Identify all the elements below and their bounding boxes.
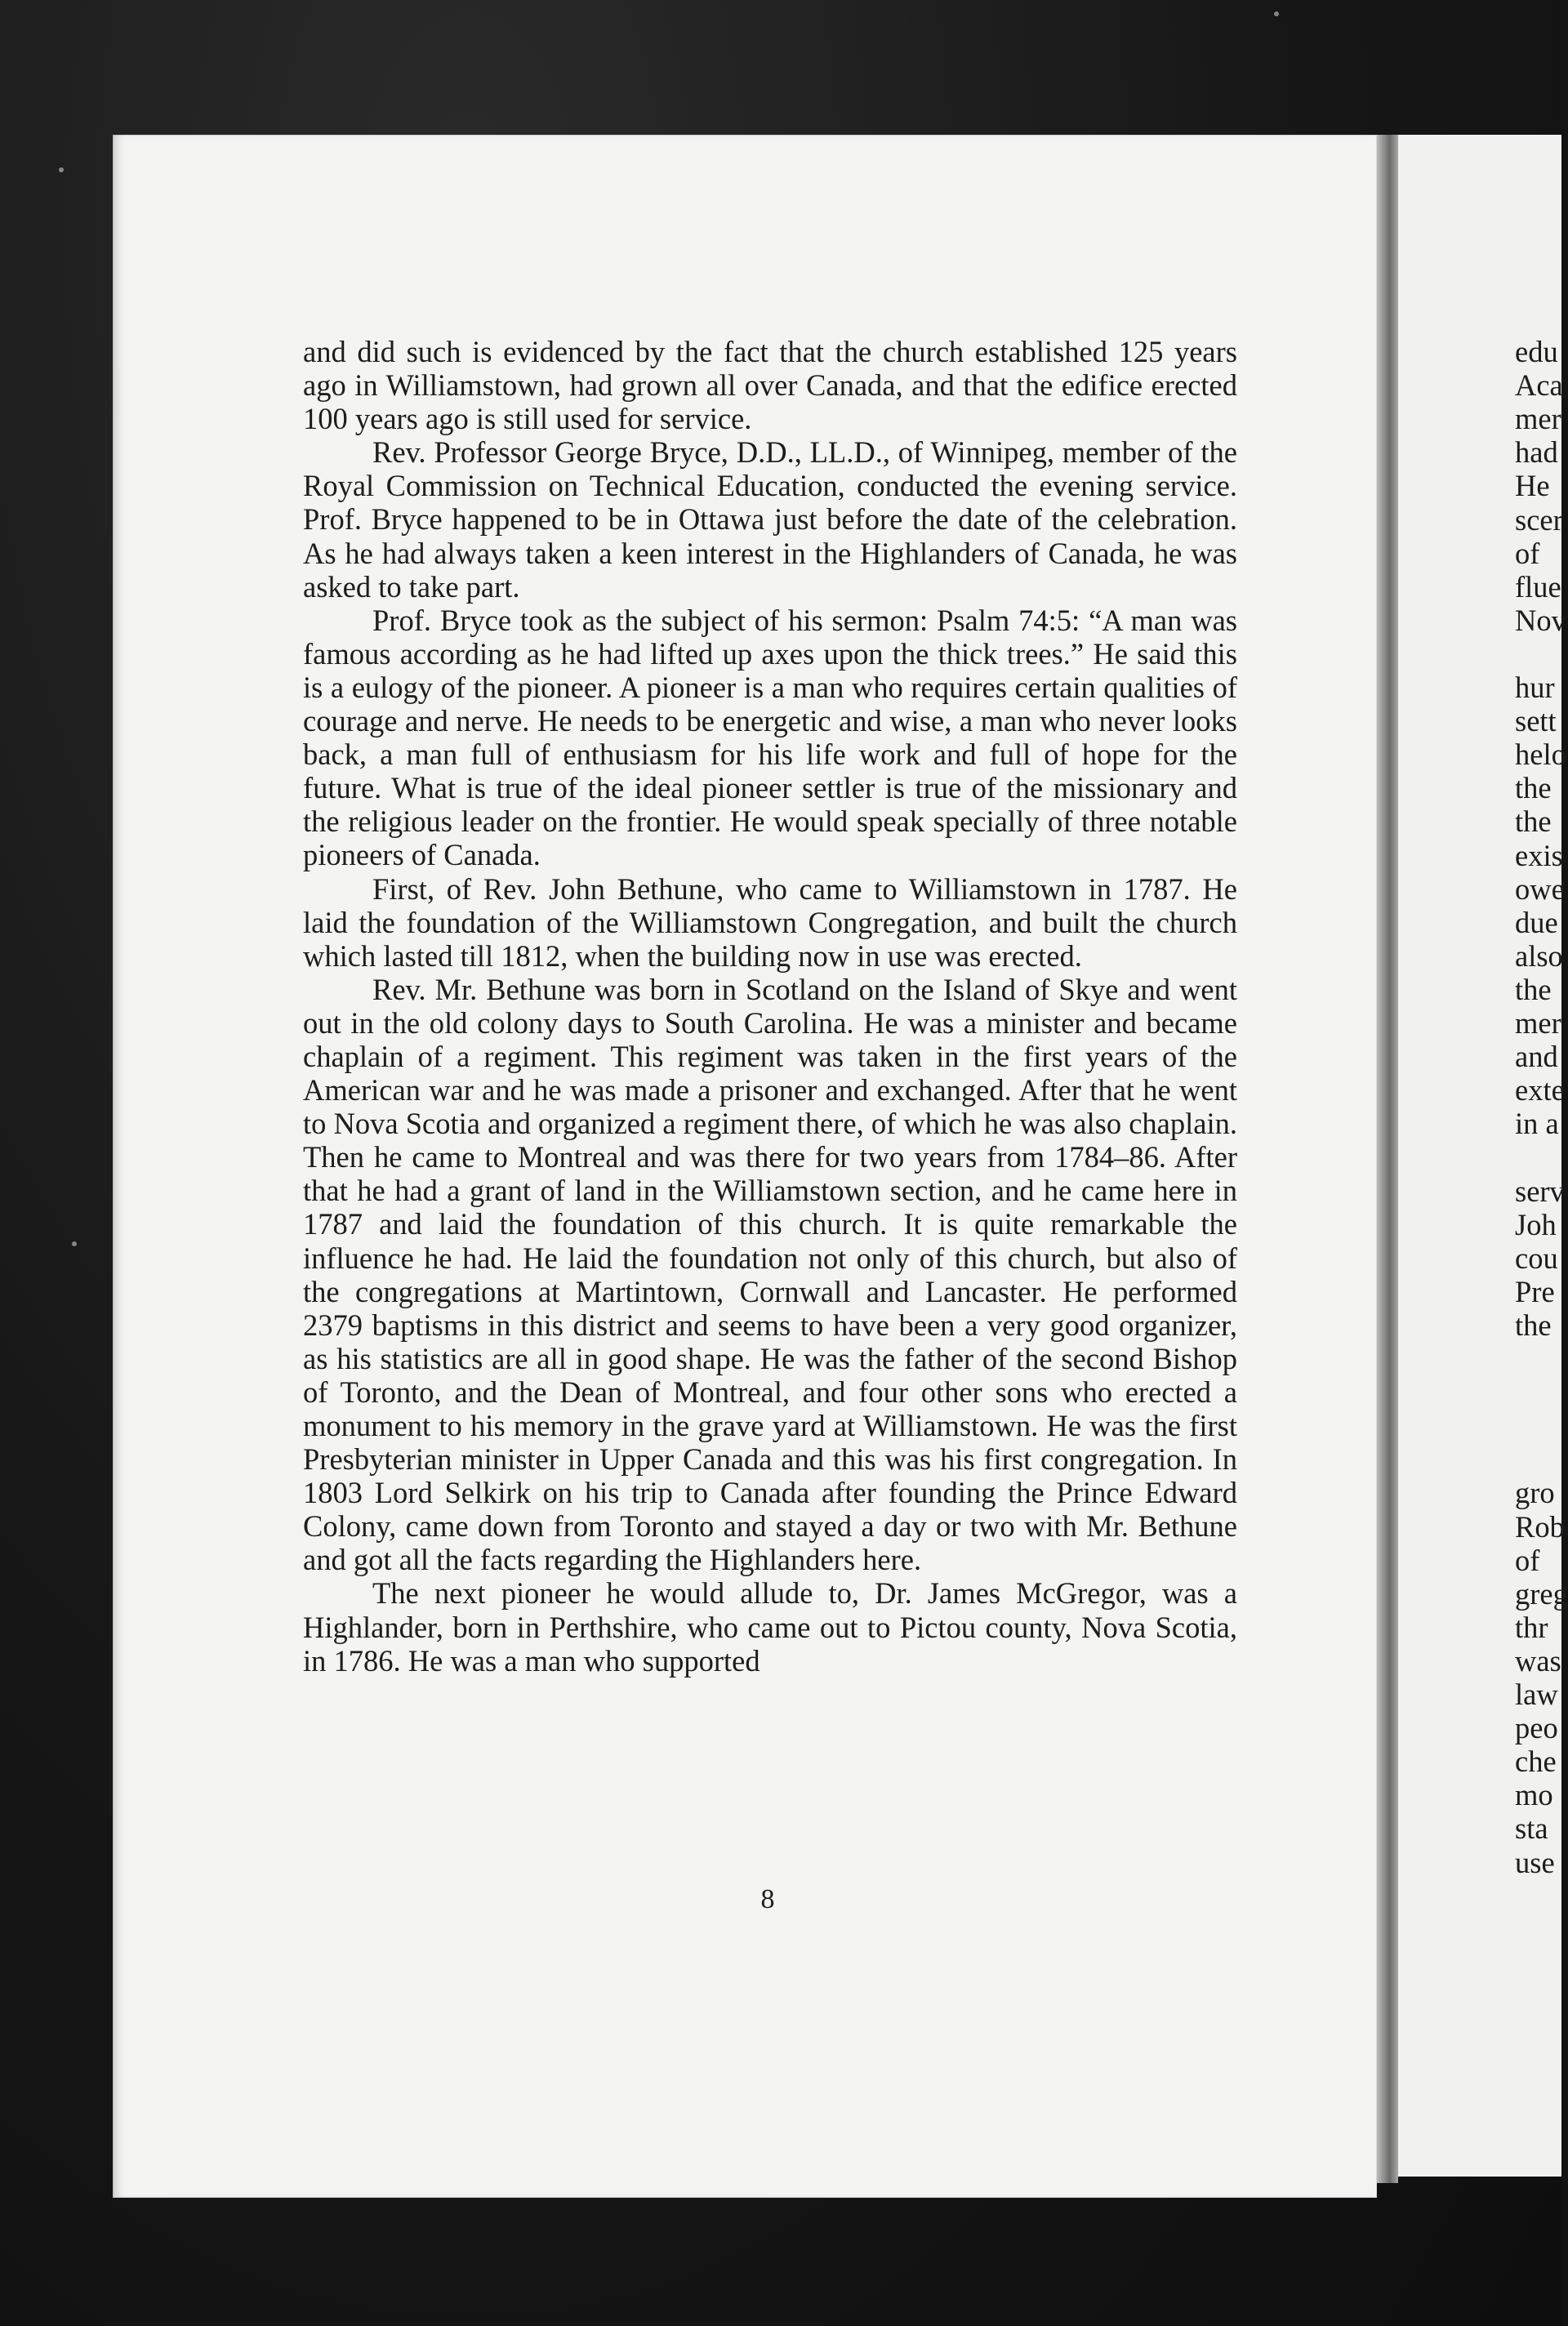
paragraph: First, of Rev. John Bethune, who came to Williamstown in 1787. He laid the foundation of the Williamstown Congregation, and built the church which lasted till 1812, when the building now in use was erected.	[303, 871, 1237, 973]
facing-page-line: mo	[1515, 1778, 1553, 1812]
facing-page-line: of	[1515, 536, 1540, 570]
facing-page-line: flue	[1515, 569, 1561, 604]
facing-page-line: helo	[1515, 737, 1566, 772]
facing-page-line: che	[1515, 1744, 1557, 1779]
facing-page-line: Nov	[1515, 603, 1566, 637]
facing-page-line: exte	[1515, 1073, 1565, 1107]
facing-page-line: use	[1515, 1845, 1555, 1879]
facing-page-line: Aca	[1515, 368, 1563, 403]
facing-page-line: gro	[1515, 1476, 1555, 1510]
facing-page-line: mer	[1515, 402, 1561, 436]
facing-page-line: edu	[1515, 335, 1558, 368]
facing-page-line: scer	[1515, 502, 1563, 537]
facing-page-line: of	[1515, 1543, 1540, 1577]
facing-page-line: the	[1515, 771, 1552, 805]
facing-page-line: thr	[1515, 1610, 1548, 1644]
facing-page-line: was	[1515, 1643, 1561, 1678]
facing-page-line: and	[1515, 1040, 1558, 1074]
dust-speck	[59, 167, 64, 172]
facing-page-line: hur	[1515, 671, 1555, 704]
facing-page-line: the	[1515, 972, 1552, 1006]
facing-page-line: the	[1515, 804, 1552, 839]
facing-page-line: greg	[1515, 1576, 1568, 1611]
facing-page-line: He	[1515, 469, 1550, 503]
paragraph: Rev. Mr. Bethune was born in Scotland on the Island of Skye and went out in the old colony days to South Carolina. He was a minister and became chaplain of a regiment. This regiment was taken in the first years of the American war and he was made a prisoner and exchanged. After that he went to Nova Scotia and organized a regiment there, of which he was also chaplain. Then he came to Montreal and was there for two years from 1784–86. After that he had a grant of land in the Williamstown section, and he came here in 1787 and laid the foundation of this church. It is quite remarkable the influence he had. He laid the foundation not only of this church, but also of the congregations at Martintown, Cornwall and Lancaster. He performed 2379 baptisms in this district and seems to have been a very good organizer, as his statistics are all in good shape. He was the father of the second Bishop of Toronto, and the Dean of Montreal, and four other sons who erected a monument to his memory in the grave yard at Williamstown. He was the first Presbyterian minister in Upper Canada and this was his first congregation. In 1803 Lord Selkirk on his trip to Canada after founding the Prince Edward Colony, came down from Toronto and stayed a day or two with Mr. Bethune and got all the facts regarding the Highlanders here.	[303, 972, 1237, 1577]
facing-page-line: owe	[1515, 871, 1565, 906]
facing-page-line: the	[1515, 1308, 1552, 1342]
facing-page-line: exis	[1515, 838, 1563, 872]
facing-page-line: mer	[1515, 1006, 1561, 1040]
facing-page-line: Joh	[1515, 1207, 1557, 1241]
facing-page-line: serv	[1515, 1174, 1565, 1208]
facing-page-line: cou	[1515, 1241, 1558, 1275]
facing-page-line: Pre	[1515, 1274, 1555, 1308]
facing-page-line: also	[1515, 938, 1563, 973]
facing-page-line: in a	[1515, 1107, 1559, 1141]
facing-page-text	[1515, 335, 1568, 1879]
dust-speck	[72, 1241, 77, 1246]
paragraph: Prof. Bryce took as the subject of his sermon: Psalm 74:5: “A man was famous according as he had lifted up axes upon the thick trees.” He said this is a eulogy of the pioneer. A pioneer is a man who requires certain qualities of courage and nerve. He needs to be energetic and wise, a man who never looks back, a man full of enthusiasm for his life work and full of hope for the future. What is true of the ideal pioneer settler is true of the missionary and the religious leader on the frontier. He would speak specially of three notable pioneers of Canada.	[303, 603, 1237, 872]
facing-page-line: sta	[1515, 1811, 1548, 1846]
page-number: 8	[760, 1884, 775, 1914]
facing-page-line: due	[1515, 905, 1558, 939]
page-gutter	[1377, 135, 1398, 2183]
facing-page-line: peo	[1515, 1711, 1558, 1745]
paragraph: and did such is evidenced by the fact that the church established 125 years ago in Williamstown, had grown all over Canada, and that the edifice erected 100 years ago is still used for service.	[303, 335, 1237, 436]
facing-page-line: sett	[1515, 704, 1557, 738]
facing-page-line: law	[1515, 1678, 1558, 1711]
body-text	[303, 335, 1237, 1678]
facing-page-line: had	[1515, 435, 1558, 470]
facing-page-line: Rob	[1515, 1509, 1565, 1544]
paragraph: The next pioneer he would allude to, Dr. James McGregor, was a Highlander, born in Perthshire, who came out to Pictou county, Nova Scotia, in 1786. He was a man who supported	[303, 1576, 1237, 1678]
dust-speck	[1274, 11, 1279, 16]
paragraph: Rev. Professor George Bryce, D.D., LL.D., of Winnipeg, member of the Royal Commission on Technical Education, conducted the evening service. Prof. Bryce happened to be in Ottawa just before the date of the celebration. As he had always taken a keen interest in the Highlanders of Canada, he was asked to take part.	[303, 435, 1237, 604]
